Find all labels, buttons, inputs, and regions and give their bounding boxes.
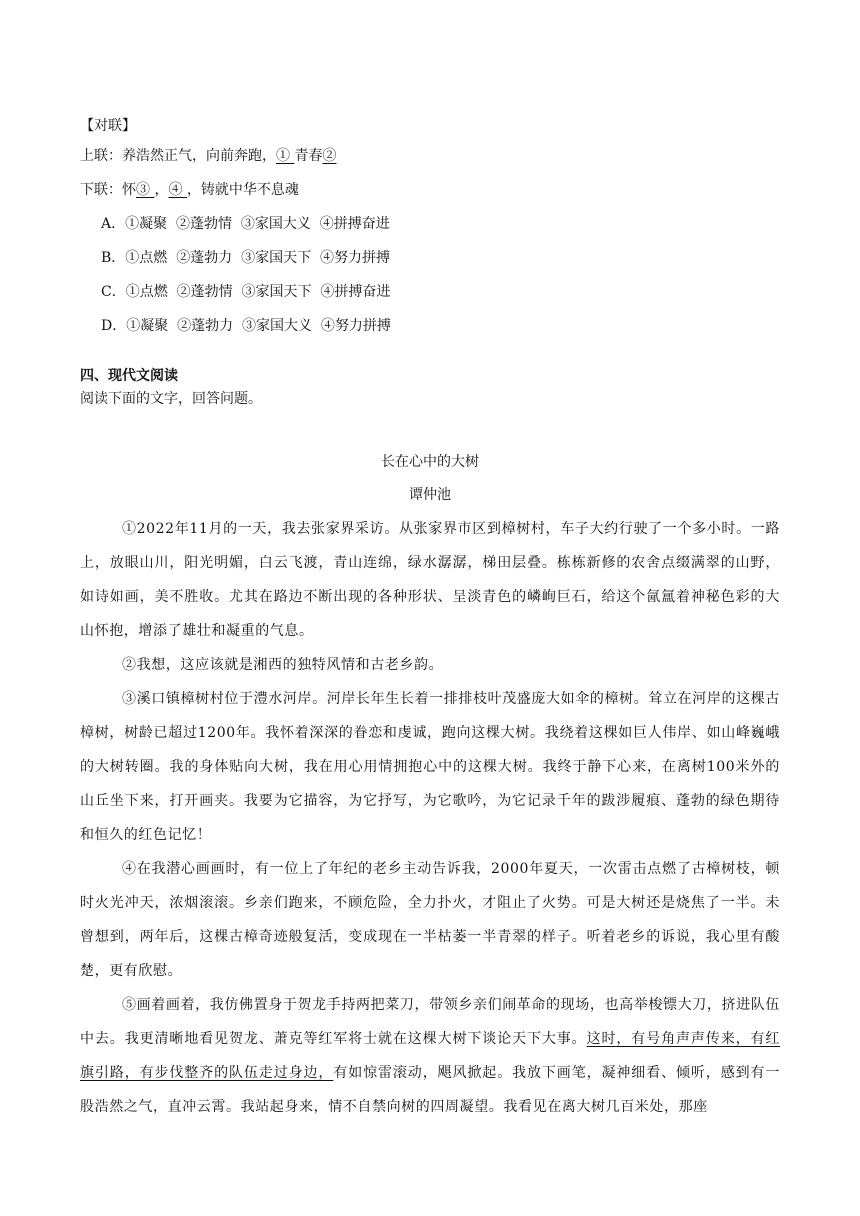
blank-3: ③ <box>136 182 155 198</box>
paragraph-5-start: ⑤画着画着，我仿佛置身于贺龙手持两把菜刀，带领乡亲们闹革命的现场，也高举梭镖大刀，挤进队伍中去。我更清晰地看见贺龙、萧克等红军将士就在这棵大树下谈论天下大事。 <box>80 997 780 1047</box>
paragraph-2: ②我想，这应该就是湘西的独特风情和古老乡韵。 <box>122 657 444 673</box>
couplet-lower-suffix: ，铸就中华不息魂 <box>186 182 299 198</box>
couplet-upper-line <box>80 146 336 166</box>
blank-1: ① <box>276 148 295 164</box>
paragraph-5-end: 有如惊雷滚动，飓风掀起。我放下画笔，凝神细看、倾听，感到有一股浩然之气，直冲云霄。我站起身来，情不自禁向树的四周凝望。我看见在离大树几百米处，那座 <box>80 1065 781 1115</box>
paragraph-1: ①2022年11月的一天，我去张家界采访。从张家界市区到樟树村，车子大约行驶了一个多小时。一路上，放眼山川，阳光明媚，白云飞渡，青山连绵，绿水潺潺，梯田层叠。栋栋新修的农舍点缀满翠的山野，如诗如画，美不胜收。尤其在路边不断出现的各种形状、呈淡青色的嶙峋巨石，给这个氤氲着神秘色彩的大山怀抱，增添了雄壮和凝重的气息。 <box>80 521 780 639</box>
blank-4: ④ <box>168 182 187 198</box>
couplet-upper-prefix: 上联：养浩然正气，向前奔跑， <box>80 148 276 164</box>
paragraph-3: ③溪口镇樟树村位于澧水河岸。河岸长年生长着一排排枝叶茂盛庞大如伞的樟树。耸立在河岸的这棵古樟树，树龄已超过1200年。我怀着深深的眷恋和虔诚，跑向这棵大树。我绕着这棵如巨人伟岸、如山峰巍峨的大树转圈。我的身体贴向大树，我在用心用情拥抱心中的这棵大树。我终于静下心来，在离树100米外的山丘坐下来，打开画夹。我要为它描容，为它抒写，为它歌吟，为它记录千年的跋涉履痕、蓬勃的绿色期待和恒久的红色记忆！ <box>80 691 780 843</box>
blank-2: ② <box>322 148 337 164</box>
section-title: 四、现代文阅读 <box>80 368 178 384</box>
paragraph-5-underlined: 这时，有号角声声传来，有红旗引路，有步伐整齐的队伍走过身边， <box>80 1031 780 1081</box>
option-a[interactable]: A．①凝聚 ②蓬勃情 ③家国大义 ④拼搏奋进 <box>101 216 390 232</box>
couplet-header: 【对联】 <box>80 118 136 134</box>
couplet-upper-mid: 青春 <box>294 148 323 164</box>
article-title: 长在心中的大树 <box>381 454 479 470</box>
option-c[interactable]: C．①点燃 ②蓬勃情 ③家国天下 ④拼搏奋进 <box>101 284 391 300</box>
paragraph-4: ④在我潜心画画时，有一位上了年纪的老乡主动告诉我，2000年夏天，一次雷击点燃了古樟树枝，顿时火光冲天，浓烟滚滚。乡亲们跑来，不顾危险，全力扑火，才阻止了火势。可是大树还是烧焦了一半。未曾想到，两年后，这棵古樟奇迹般复活，变成现在一半枯萎一半青翠的样子。听着老乡的诉说，我心里有酸楚，更有欣慰。 <box>80 861 780 979</box>
couplet-lower-sep: ， <box>154 182 169 198</box>
paragraph-5 <box>80 988 780 1124</box>
couplet-lower-prefix: 下联：怀 <box>80 182 136 198</box>
couplet-lower-line <box>80 180 299 200</box>
option-d[interactable]: D．①凝聚 ②蓬勃力 ③家国大义 ④努力拼搏 <box>101 318 391 334</box>
section-instruction: 阅读下面的文字，回答问题。 <box>80 391 262 407</box>
article-author: 谭仲池 <box>409 487 451 503</box>
option-b[interactable]: B．①点燃 ②蓬勃力 ③家国天下 ④努力拼搏 <box>101 250 390 266</box>
